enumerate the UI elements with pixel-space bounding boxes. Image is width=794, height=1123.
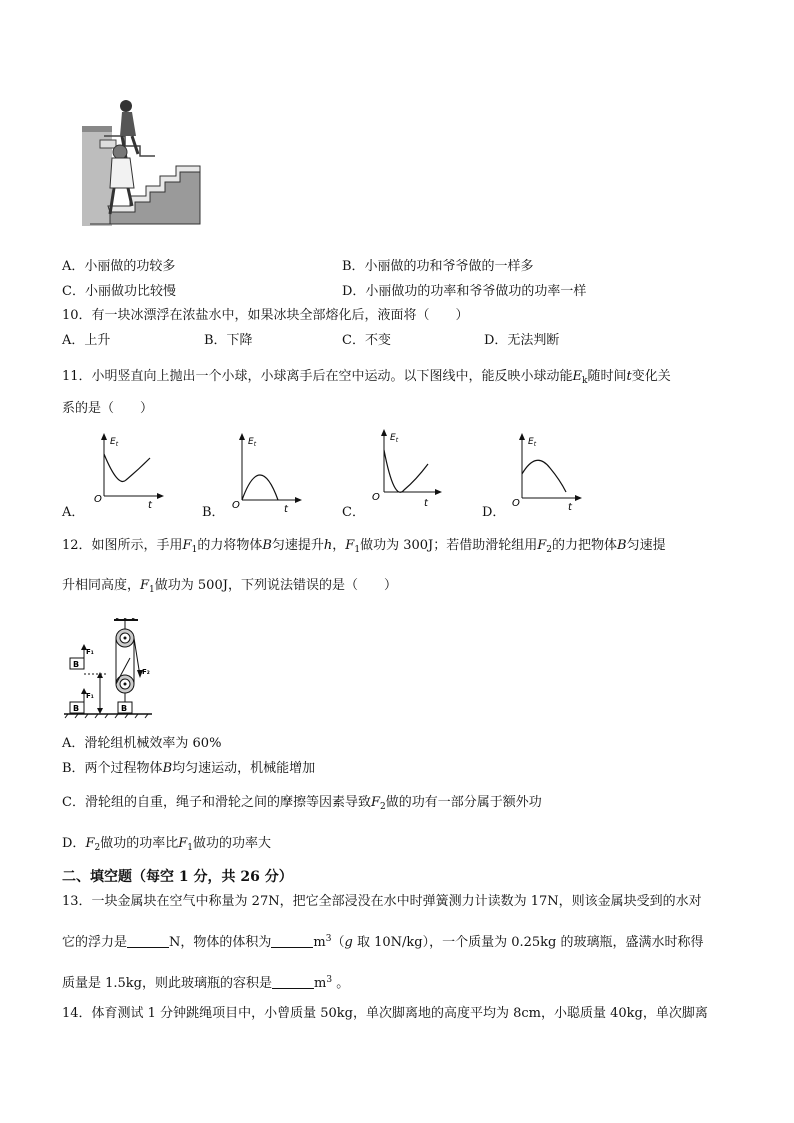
q12-option-b-text-1: B．两个过程物体 xyxy=(62,761,163,776)
g-symbol: g xyxy=(344,935,353,950)
q11-stem-text-3: 变化关 xyxy=(631,369,671,384)
x-label: t xyxy=(148,500,152,510)
superscript-3: 3 xyxy=(325,934,332,944)
q10-option-d[interactable]: D．无法判断 xyxy=(484,333,560,348)
q9-option-d[interactable]: D．小丽做功的功率和爷爷做功的功率一样 xyxy=(342,284,587,299)
origin-label: O xyxy=(512,498,520,509)
q10-stem: 10．有一块冰漂浮在浓盐水中，如果冰块全部熔化后，液面将（ ） xyxy=(62,308,469,323)
q12-text-2: 的力将物体 xyxy=(197,538,263,553)
b-symbol: B xyxy=(262,538,272,553)
q13-text-a: 它的浮力是 xyxy=(62,935,128,950)
q11-option-b[interactable]: B． xyxy=(202,505,225,520)
ek-subscript: k xyxy=(582,376,588,386)
q9-option-a[interactable]: A．小丽做的功较多 xyxy=(62,259,176,274)
q13-line1: 13．一块金属块在空气中称量为 27N，把它全部浸没在水中时弹簧测力计读数为 17N，则该金属块受到的水对 xyxy=(62,894,702,909)
q12-option-c-text-1: C．滑轮组的自重，绳子和滑轮之间的摩擦等因素导致 xyxy=(62,795,371,810)
q11-option-d[interactable]: D． xyxy=(482,505,506,520)
q12-option-c[interactable] xyxy=(62,794,542,816)
graph-d[interactable] xyxy=(506,430,590,514)
subscript-1: 1 xyxy=(187,843,193,853)
q11-option-a[interactable]: A． xyxy=(62,505,85,520)
q12-line2-text-b: 做功为 500J，下列说法错误的是（ ） xyxy=(154,578,397,593)
subscript-1: 1 xyxy=(354,545,361,555)
subscript-2: 2 xyxy=(94,843,101,853)
origin-label: O xyxy=(94,494,102,505)
q12-option-b[interactable] xyxy=(62,760,315,778)
answer-blank-2[interactable] xyxy=(271,935,313,948)
q12-option-a[interactable]: A．滑轮组机械效率为 60% xyxy=(62,736,222,751)
q12-option-d-text-3: 做功的功率大 xyxy=(192,836,271,851)
t-symbol: t xyxy=(626,369,632,384)
x-label: t xyxy=(284,504,288,514)
q11-stem-line2: 系的是（ ） xyxy=(62,401,154,416)
answer-blank-3[interactable] xyxy=(272,976,314,989)
graph-b[interactable] xyxy=(228,430,308,514)
q11-stem xyxy=(62,368,671,390)
f-symbol: F xyxy=(182,538,192,553)
q11-option-c[interactable]: C． xyxy=(342,505,365,520)
q13-text-g: 。 xyxy=(332,976,350,991)
b-symbol: B xyxy=(162,761,173,776)
q12-text-7: 匀速提 xyxy=(626,538,666,553)
f-symbol: F xyxy=(178,836,188,851)
curve xyxy=(104,454,150,482)
q12-line2-text-a: 升相同高度， xyxy=(62,578,141,593)
q12-option-d[interactable] xyxy=(62,835,271,857)
origin-label: O xyxy=(372,492,380,503)
q12-text-1: 12．如图所示，手用 xyxy=(62,538,183,553)
origin-label: O xyxy=(232,500,240,511)
stairs-illustration xyxy=(80,96,202,230)
q13-unit-m: m xyxy=(314,976,327,991)
superscript-3: 3 xyxy=(326,975,333,985)
q13-text-d: （ xyxy=(331,935,345,950)
subscript-1: 1 xyxy=(191,545,198,555)
ek-symbol: E xyxy=(572,369,583,384)
q9-option-c[interactable]: C．小丽做功比较慢 xyxy=(62,284,176,299)
f2-label: F₂ xyxy=(142,668,150,676)
x-label: t xyxy=(424,498,428,509)
q12-text-5: 做功为 300J；若借助滑轮组用 xyxy=(360,538,538,553)
pulley-figure xyxy=(62,618,154,720)
curve xyxy=(384,450,428,492)
x-label: t xyxy=(568,502,572,513)
y-label: $E_t$ xyxy=(248,437,257,448)
q13-text-e: 取 10N/kg），一个质量为 0.25kg 的玻璃瓶，盛满水时称得 xyxy=(352,935,704,950)
graph-a[interactable] xyxy=(90,430,170,510)
q13-text-b: N，物体的体积为 xyxy=(169,935,272,950)
q12-option-d-text-2: 做功的功率比 xyxy=(100,836,179,851)
curve xyxy=(242,475,278,500)
q11-stem-text-1: 11．小明竖直向上抛出一个小球，小球离手后在空中运动。以下图线中，能反映小球动能 xyxy=(62,369,573,384)
q12-option-b-text-2: 均匀速运动，机械能增加 xyxy=(172,761,316,776)
q13-line3 xyxy=(62,971,349,993)
y-label: $E_t$ xyxy=(110,437,119,448)
f1-label: F₁ xyxy=(86,648,94,656)
b-symbol: B xyxy=(617,538,627,553)
q12-option-c-text-2: 做的功有一部分属于额外功 xyxy=(385,795,542,810)
q13-line2 xyxy=(62,930,703,952)
q10-option-b[interactable]: B．下降 xyxy=(204,333,253,348)
y-label: $E_t$ xyxy=(528,437,537,448)
f1-label: F₁ xyxy=(86,692,94,700)
f-symbol: F xyxy=(140,578,150,593)
q12-text-6: 的力把物体 xyxy=(552,538,618,553)
q14-line1: 14．体育测试 1 分钟跳绳项目中，小曾质量 50kg，单次脚离地的高度平均为 8cm，小聪质量 40kg，单次脚离 xyxy=(62,1006,708,1021)
q10-option-c[interactable]: C．不变 xyxy=(342,333,391,348)
q11-stem-text-2: 随时间 xyxy=(587,369,627,384)
q13-text-f: 质量是 1.5kg，则此玻璃瓶的容积是 xyxy=(62,976,273,991)
section-title: 二、填空题（每空 1 分，共 26 分） xyxy=(62,869,293,885)
q12-option-d-text-1: D． xyxy=(62,836,86,851)
f-symbol: F xyxy=(537,538,547,553)
q12-text-4: ， xyxy=(332,538,346,553)
subscript-2: 2 xyxy=(546,545,552,555)
q9-option-b[interactable]: B．小丽做的功和爷爷做的一样多 xyxy=(342,259,534,274)
subscript-1: 1 xyxy=(149,585,155,595)
y-label: $E_t$ xyxy=(390,433,399,444)
h-symbol: h xyxy=(323,538,333,553)
q12-stem-line2 xyxy=(62,577,397,599)
answer-blank-1[interactable] xyxy=(127,935,169,948)
box-b-label: B xyxy=(73,704,80,713)
box-b-label: B xyxy=(73,660,80,669)
curve xyxy=(522,460,566,492)
subscript-2: 2 xyxy=(379,802,386,812)
q10-option-a[interactable]: A．上升 xyxy=(62,333,111,348)
q12-text-3: 匀速提升 xyxy=(271,538,324,553)
q12-stem xyxy=(62,537,666,559)
graph-c[interactable] xyxy=(366,426,446,510)
f-symbol: F xyxy=(370,795,380,810)
box-b-label: B xyxy=(121,704,128,713)
q13-unit-m: m xyxy=(313,935,326,950)
f-symbol: F xyxy=(85,836,95,851)
f-symbol: F xyxy=(345,538,355,553)
